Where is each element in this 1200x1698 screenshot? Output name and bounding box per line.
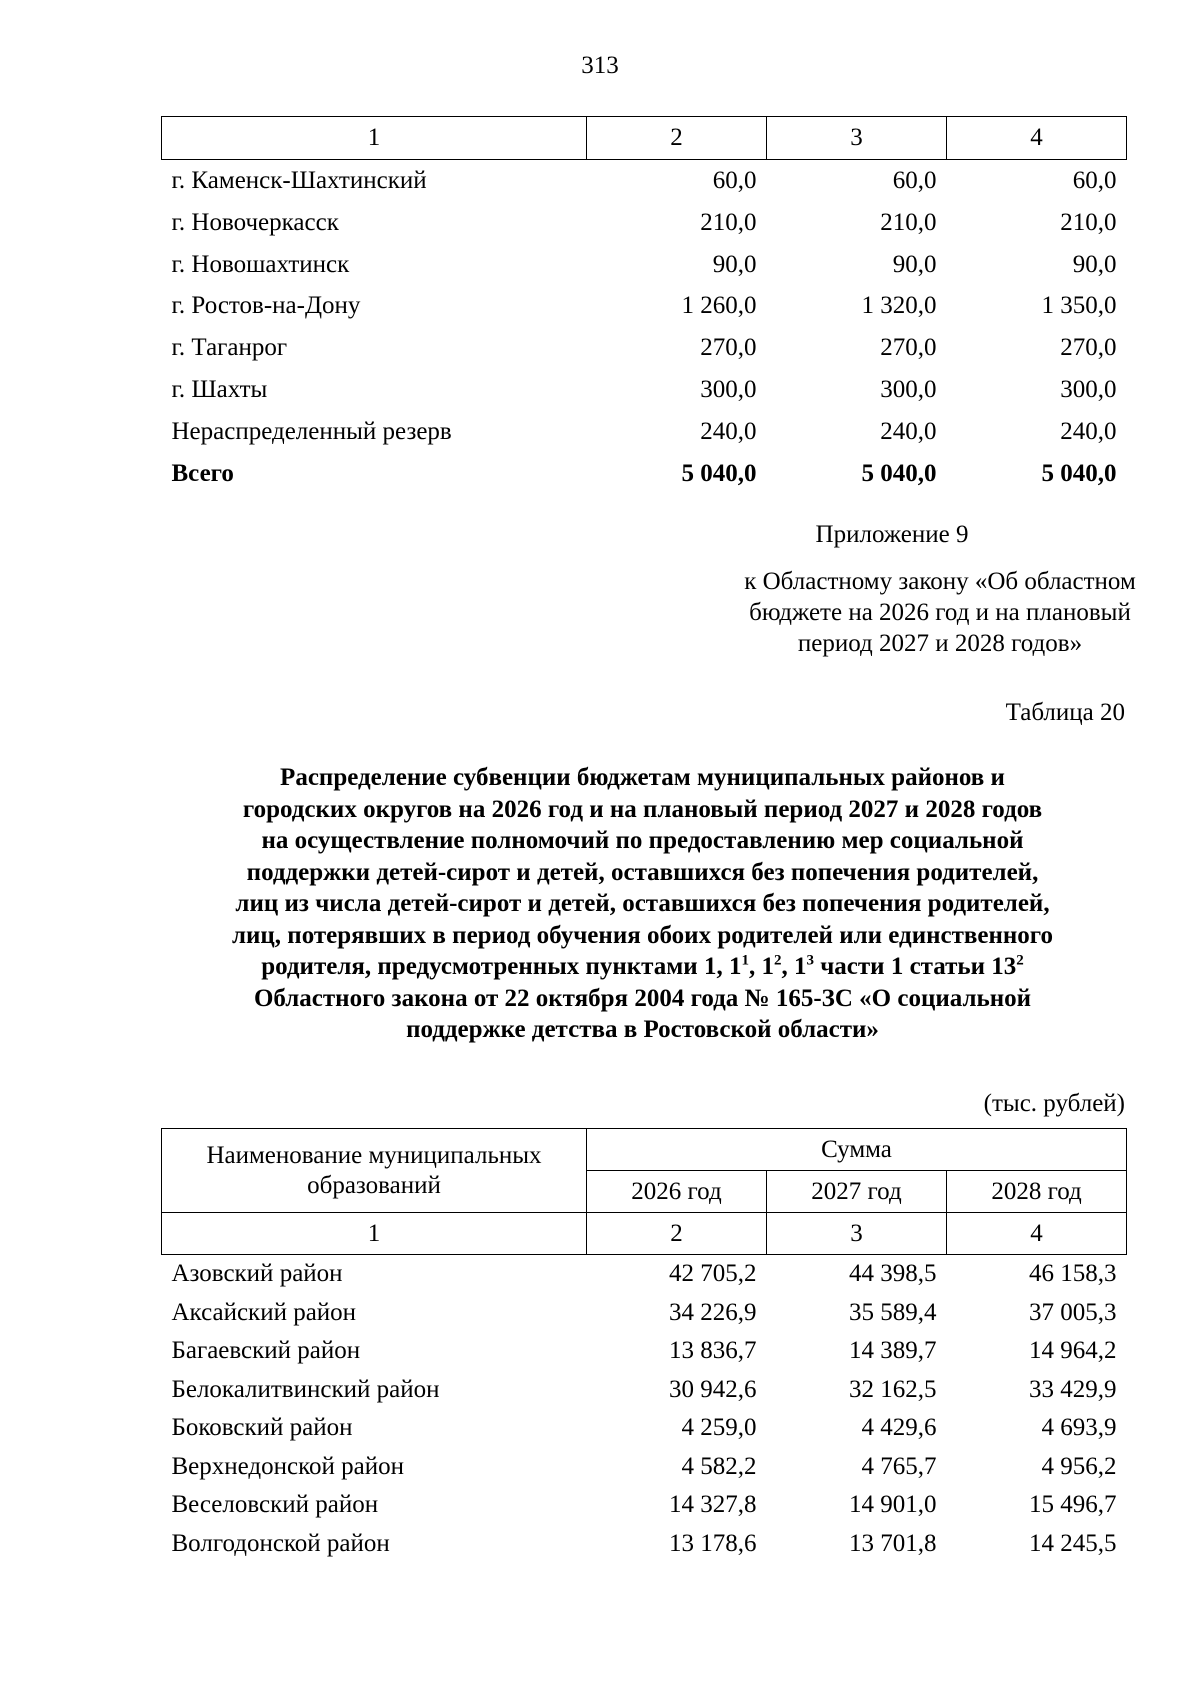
table-row — [162, 1332, 1127, 1371]
row-value-2026: 240,0 — [700, 417, 757, 445]
row-value-2028: 240,0 — [1060, 417, 1117, 445]
table-row — [162, 160, 1127, 202]
row-value-2026: 4 259,0 — [681, 1414, 757, 1441]
column-header-name: Наименование муниципальных образований — [162, 1129, 587, 1213]
row-name: Багаевский район — [171, 1337, 361, 1364]
column-header-year: 2028 год — [947, 1171, 1127, 1213]
row-name: Нераспределенный резерв — [171, 417, 452, 445]
row-name: Веселовский район — [171, 1491, 379, 1518]
title-line: поддержки детей-сирот и детей, оставшихся без попечения родителей, — [246, 858, 1039, 886]
table-row — [162, 369, 1127, 411]
appendix-reference-line: бюджете на 2026 год и на плановый — [749, 599, 1131, 626]
total-label: Всего — [171, 459, 234, 487]
column-number: 2 — [587, 1213, 767, 1255]
table-row — [162, 327, 1127, 369]
total-value-2028: 5 040,0 — [1041, 459, 1117, 487]
row-value-2028: 14 245,5 — [1029, 1529, 1117, 1557]
row-value-2028: 270,0 — [1060, 334, 1117, 362]
column-header-year: 2026 год — [587, 1171, 767, 1213]
row-value-2028: 1 350,0 — [1041, 292, 1117, 320]
row-value-2027: 1 320,0 — [861, 292, 937, 320]
appendix-reference-line: к Областному закону «Об областном — [744, 568, 1136, 595]
row-name: г. Новочеркасск — [171, 208, 339, 236]
row-name: Волгодонской район — [171, 1529, 390, 1557]
title-text: , 1 — [748, 953, 774, 980]
title-text: родителя, предусмотренных пунктами 1, 1 — [261, 953, 742, 980]
table-row — [162, 285, 1127, 327]
table-label: Таблица 20 — [1005, 699, 1125, 726]
title-line — [140, 951, 1145, 983]
superscript: 2 — [1016, 952, 1024, 969]
table-row — [162, 244, 1127, 286]
row-value-2027: 4 765,7 — [861, 1452, 937, 1480]
row-value-2028: 46 158,3 — [1029, 1260, 1117, 1287]
title-text: , 1 — [781, 953, 807, 980]
superscript: 3 — [806, 952, 814, 969]
column-number: 4 — [947, 117, 1127, 160]
row-value-2026: 30 942,6 — [669, 1375, 757, 1403]
row-name: г. Новошахтинск — [171, 250, 350, 278]
total-value-2027: 5 040,0 — [861, 459, 937, 487]
document-title — [140, 762, 1145, 1046]
column-number: 4 — [947, 1213, 1127, 1255]
table-continuation — [161, 116, 1127, 494]
column-number: 3 — [767, 117, 947, 160]
row-value-2028: 90,0 — [1072, 250, 1117, 278]
row-value-2028: 210,0 — [1060, 208, 1117, 236]
row-value-2028: 300,0 — [1060, 375, 1117, 403]
row-value-2028: 14 964,2 — [1029, 1337, 1117, 1364]
title-line: лиц, потерявших в период обучения обоих родителей или единственного — [231, 921, 1054, 949]
column-header-year: 2027 год — [767, 1171, 947, 1213]
title-line: на осуществление полномочий по предоставлению мер социальной — [261, 827, 1024, 854]
row-name: Аксайский район — [171, 1298, 357, 1326]
row-value-2028: 4 693,9 — [1041, 1414, 1117, 1441]
page-number: 313 — [581, 52, 619, 79]
table-row — [162, 1371, 1127, 1410]
row-name: г. Шахты — [171, 375, 268, 403]
title-line: поддержке детства в Ростовской области» — [406, 1016, 879, 1043]
row-value-2027: 270,0 — [880, 334, 937, 362]
total-value-2026: 5 040,0 — [681, 459, 757, 487]
row-value-2026: 4 582,2 — [681, 1452, 757, 1480]
row-value-2026: 210,0 — [700, 208, 757, 236]
row-value-2026: 42 705,2 — [669, 1260, 757, 1287]
row-value-2026: 1 260,0 — [681, 292, 757, 320]
table-number-row — [162, 1213, 1127, 1255]
row-value-2026: 14 327,8 — [669, 1491, 757, 1518]
subvention-table — [161, 1128, 1127, 1563]
row-value-2027: 210,0 — [880, 208, 937, 236]
row-name: Азовский район — [171, 1260, 343, 1287]
table-header-row — [162, 117, 1127, 160]
units-label: (тыс. рублей) — [983, 1090, 1125, 1117]
row-value-2026: 34 226,9 — [669, 1298, 757, 1326]
row-value-2026: 13 178,6 — [669, 1529, 757, 1557]
row-value-2027: 14 389,7 — [849, 1337, 937, 1364]
table-row — [162, 1448, 1127, 1487]
row-value-2027: 60,0 — [892, 167, 937, 194]
row-value-2028: 15 496,7 — [1029, 1491, 1117, 1518]
appendix-reference-line: период 2027 и 2028 годов» — [797, 630, 1083, 657]
title-line: городских округов на 2026 год и на плановый период 2027 и 2028 годов — [242, 795, 1043, 823]
row-value-2027: 300,0 — [880, 375, 937, 403]
row-value-2027: 13 701,8 — [849, 1529, 937, 1557]
column-number: 1 — [162, 117, 587, 160]
row-value-2027: 14 901,0 — [849, 1491, 937, 1518]
row-name: г. Каменск-Шахтинский — [171, 167, 427, 194]
row-value-2027: 44 398,5 — [849, 1260, 937, 1287]
row-value-2026: 90,0 — [712, 250, 757, 278]
row-value-2027: 32 162,5 — [849, 1375, 937, 1403]
title-line: лиц из числа детей-сирот и детей, оставшихся без попечения родителей, — [235, 890, 1050, 917]
row-name: Боковский район — [171, 1414, 353, 1441]
table-row — [162, 202, 1127, 244]
column-number: 2 — [587, 117, 767, 160]
row-value-2026: 60,0 — [712, 167, 757, 194]
row-value-2028: 37 005,3 — [1029, 1298, 1117, 1326]
row-value-2028: 33 429,9 — [1029, 1375, 1117, 1403]
row-name: Верхнедонской район — [171, 1452, 404, 1480]
row-value-2026: 270,0 — [700, 334, 757, 362]
row-value-2028: 4 956,2 — [1041, 1452, 1117, 1480]
table-header-row — [162, 1129, 1127, 1171]
title-line: Областного закона от 22 октября 2004 года № 165-ЗС «О социальной — [253, 984, 1032, 1012]
table-total-row — [162, 453, 1127, 495]
row-value-2027: 90,0 — [892, 250, 937, 278]
column-number: 1 — [162, 1213, 587, 1255]
table-row — [162, 1255, 1127, 1294]
row-value-2028: 60,0 — [1072, 167, 1117, 194]
title-line: Распределение субвенции бюджетам муниципальных районов и — [280, 764, 1005, 791]
row-name: г. Ростов-на-Дону — [171, 292, 361, 320]
table-row — [162, 1486, 1127, 1525]
row-value-2027: 240,0 — [880, 417, 937, 445]
row-value-2026: 13 836,7 — [669, 1337, 757, 1364]
table-row — [162, 1294, 1127, 1333]
column-number: 3 — [767, 1213, 947, 1255]
appendix-title: Приложение 9 — [815, 521, 969, 548]
row-name: Белокалитвинский район — [171, 1375, 440, 1403]
row-name: г. Таганрог — [171, 334, 288, 362]
row-value-2027: 4 429,6 — [861, 1414, 937, 1441]
table-row — [162, 1525, 1127, 1564]
superscript: 1 — [741, 952, 749, 969]
superscript: 2 — [773, 952, 782, 969]
table-row — [162, 1409, 1127, 1448]
title-text: части 1 статьи 13 — [813, 953, 1017, 980]
row-value-2027: 35 589,4 — [849, 1298, 937, 1326]
appendix-reference — [640, 566, 1200, 659]
column-header-sum: Сумма — [587, 1129, 1127, 1171]
row-value-2026: 300,0 — [700, 375, 757, 403]
table-row — [162, 411, 1127, 453]
